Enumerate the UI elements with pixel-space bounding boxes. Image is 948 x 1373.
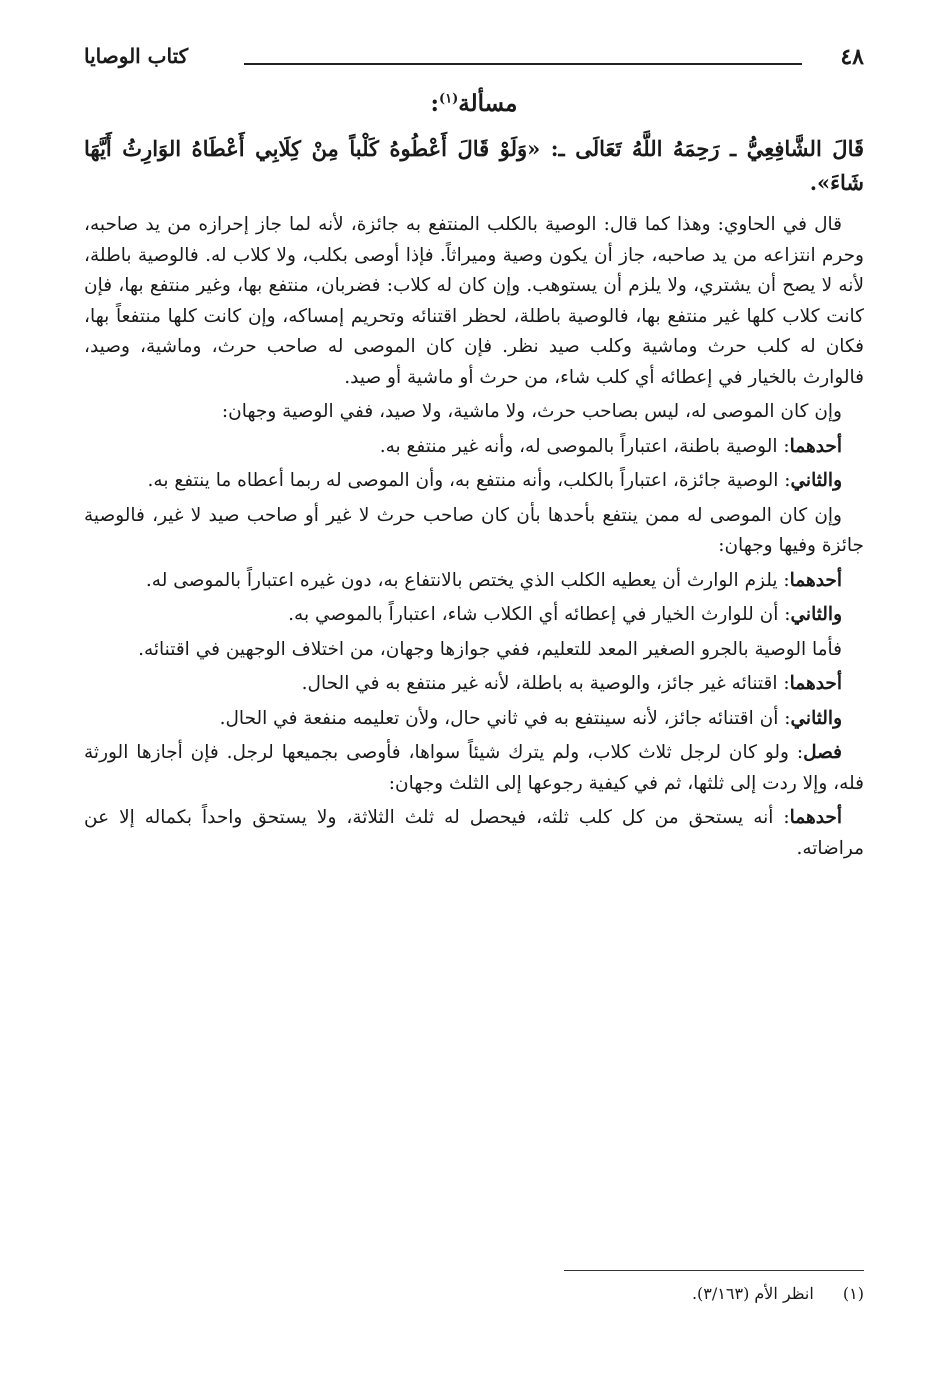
paragraph-label: والثاني (790, 470, 842, 491)
paragraph-text: : أن اقتنائه جائز، لأنه سينتفع به في ثاني حال، ولأن تعليمه منفعة في الحال. (219, 707, 791, 729)
heading-title: مسألة (458, 90, 518, 117)
paragraph-text: : ولو كان لرجل ثلاث كلاب، ولم يترك شيئاً سواها، فأوصى بجميعها لرجل. فإن أجازها الورثة فله، وإلا ردت إلى ثلثها، ثم في كيفية رجوعها إلى الثلث وجهان: (84, 742, 864, 794)
footnote-reference[interactable]: (١) (439, 91, 459, 107)
paragraph-text: فأما الوصية بالجرو الصغير المعد للتعليم، ففي جوازها وجهان، من اختلاف الوجهين في اقتنائه. (138, 638, 842, 660)
paragraph (84, 600, 864, 631)
body-text (84, 210, 864, 868)
paragraph-label: فصل (803, 742, 842, 763)
quoted-text: قَالَ الشَّافِعِيُّ ـ رَحِمَهُ اللَّهُ تَعَالَى ـ: «وَلَوْ قَالَ أَعْطُوهُ كَلْباً مِنْ كِلَابِي أَعْطَاهُ الوَارِثُ أَيَّهَا شَاءَ». (84, 136, 864, 195)
paragraph-label: والثاني (790, 604, 842, 625)
section-heading (0, 90, 948, 117)
paragraph-text: : أنه يستحق من كل كلب ثلثه، فيحصل له ثلث الثلاثة، ولا يستحق واحداً بكماله إلا عن مراضاته. (84, 807, 864, 859)
paragraph-label: أحدهما (789, 435, 842, 457)
paragraph (84, 803, 864, 864)
paragraph-text: قال في الحاوي: وهذا كما قال: الوصية بالكلب المنتفع به جائزة، لأنه لما جاز إحرازه من يد صاحبه، وحرم انتزاعه من يد صاحبه، جاز أن يكون وصية وميراثاً. فإذا أوصى بكلب، ولا كلاب له. فالوصية باطلة، لأنه لا يصح أن يشتري، ولا يلزم أن يستوهب. وإن كان له كلاب: فضربان، منتفع بها، وغير منتفع بها، فإن كانت كلاب كلها غير منتفع بها، فالوصية باطلة، لحظر اقتنائه وتحريم إمساكه، وإن كانت كلها منتفعاً بها، فكان له كلب حرث وماشية وكلب صيد نظر. فإن كان الموصى له صاحب حرث، وماشية، وصيد، فالوارث بالخيار في إعطائه أي كلب شاء، من حرث أو ماشية أو صيد. (84, 214, 864, 388)
header-rule (244, 63, 802, 65)
paragraph (84, 210, 864, 393)
paragraph (84, 566, 864, 597)
footnote (84, 1282, 864, 1306)
paragraph (84, 704, 864, 735)
page-number: ٤٨ (840, 44, 864, 70)
paragraph (84, 501, 864, 562)
paragraph (84, 738, 864, 799)
paragraph-text: وإن كان الموصى له ممن ينتفع بأحدها بأن كان صاحب حرث لا غير أو صاحب صيد لا غير، فالوصية جائزة وفيها وجهان: (84, 504, 864, 556)
paragraph-text: : الوصية باطنة، اعتباراً بالموصى له، وأنه غير منتفع به. (379, 435, 790, 457)
paragraph-label: أحدهما (789, 569, 842, 591)
paragraph-text: : أن للوارث الخيار في إعطائه أي الكلاب شاء، اعتباراً بالموصي به. (288, 604, 791, 625)
heading-colon: : (430, 90, 439, 117)
paragraph (84, 432, 864, 463)
paragraph-label: أحدهما (789, 673, 842, 694)
paragraph-text: : الوصية جائزة، اعتباراً بالكلب، وأنه منتفع به، وأن الموصى له ربما أعطاه ما ينتفع به. (147, 470, 791, 491)
paragraph (84, 669, 864, 700)
paragraph-label: والثاني (790, 707, 842, 729)
paragraph-label: أحدهما (789, 807, 842, 828)
paragraph-text: : اقتنائه غير جائز، والوصية به باطلة، لأنه غير منتفع به في الحال. (301, 673, 790, 694)
paragraph-text: وإن كان الموصى له، ليس بصاحب حرث، ولا ماشية، ولا صيد، ففي الوصية وجهان: (221, 401, 842, 422)
page-header (84, 44, 864, 78)
footnote-text: انظر الأم (٣/١٦٣). (691, 1284, 814, 1303)
book-title: كتاب الوصايا (84, 44, 189, 68)
paragraph (84, 635, 864, 666)
paragraph (84, 397, 864, 428)
footnote-rule (564, 1270, 864, 1271)
paragraph-text: : يلزم الوارث أن يعطيه الكلب الذي يختص بالانتفاع به، دون غيره اعتباراً بالموصى له. (145, 569, 790, 591)
paragraph (84, 466, 864, 497)
footnote-number: (١) (842, 1284, 864, 1303)
